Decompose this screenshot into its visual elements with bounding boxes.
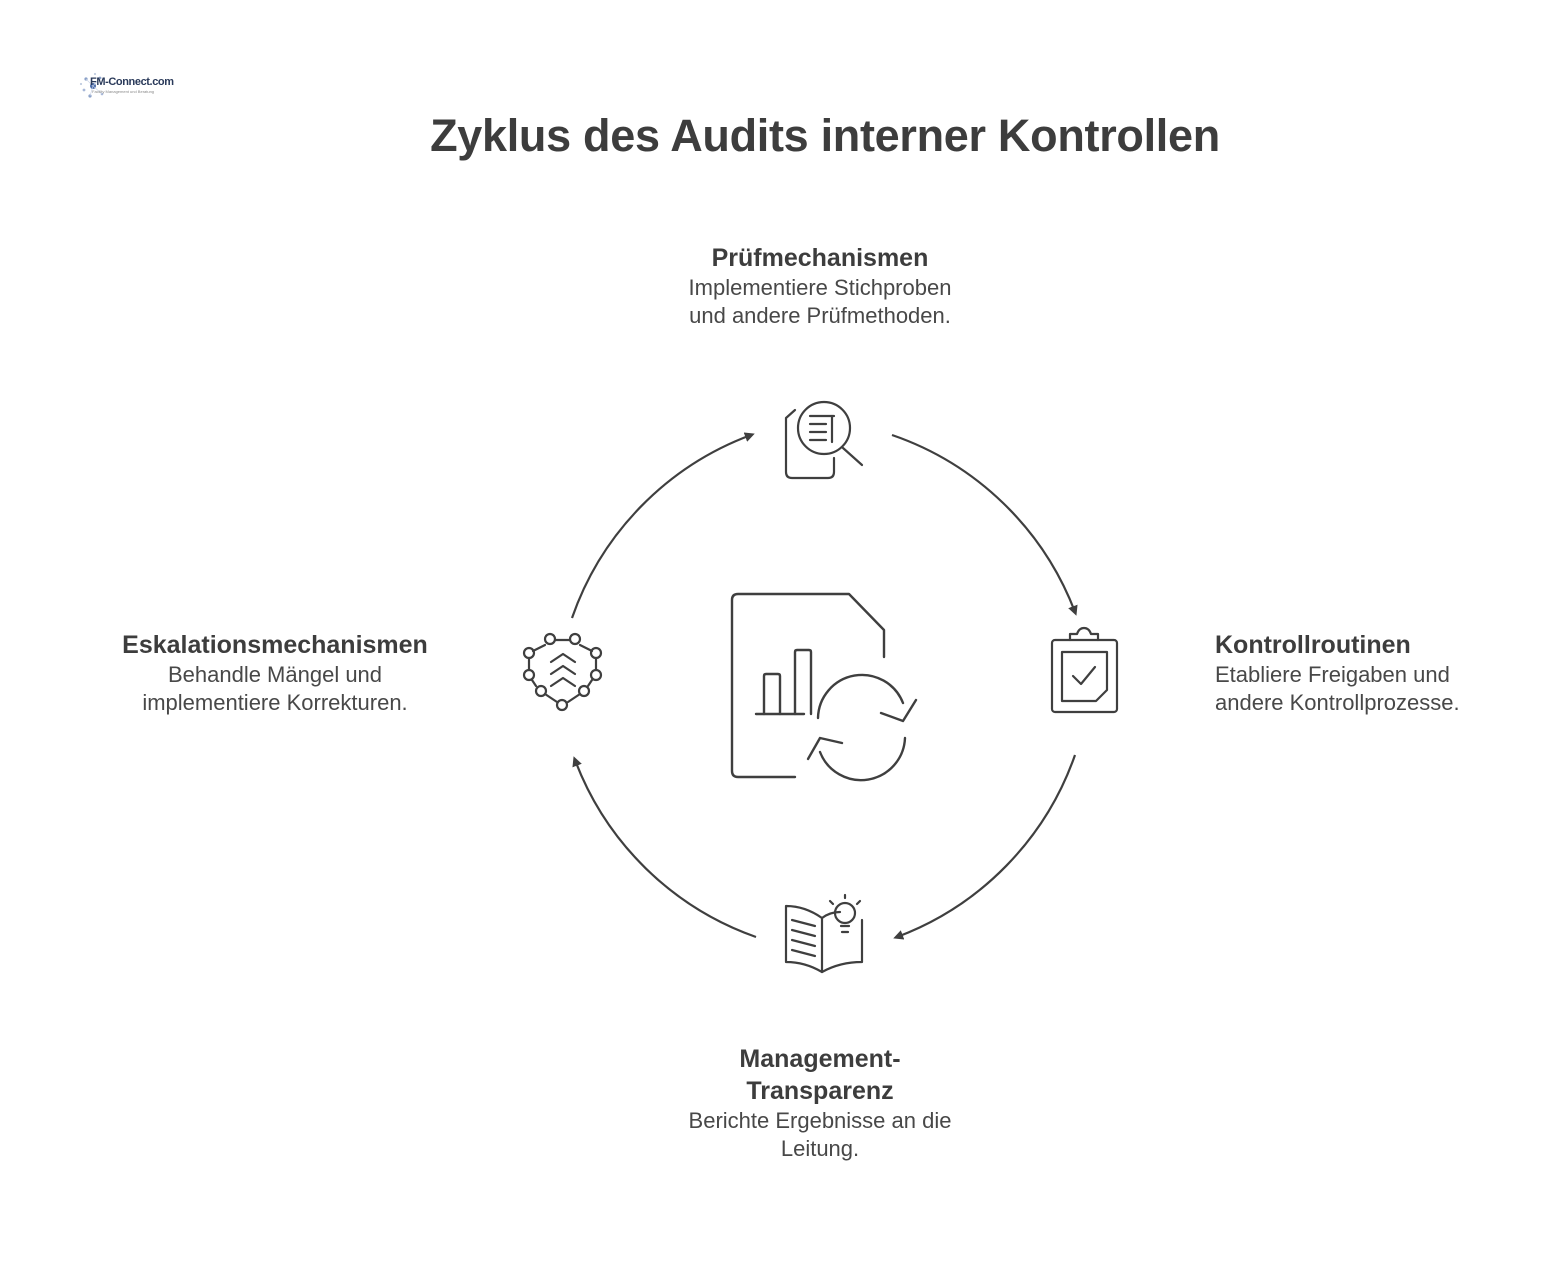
step-bottom-desc-line2: Leitung. xyxy=(780,1136,860,1161)
book-lightbulb-icon xyxy=(786,895,862,972)
page-title: Zyklus des Audits interner Kontrollen xyxy=(430,110,1220,161)
step-left-label xyxy=(100,629,450,717)
step-right-desc-line2: andere Kontrollprozesse. xyxy=(1215,690,1460,715)
step-left-title: Eskalationsmechanismen xyxy=(122,631,428,659)
arrow-left-to-top xyxy=(572,435,751,618)
step-bottom-title-line2: Transparenz xyxy=(746,1077,894,1105)
step-left-desc-line1: Behandle Mängel und xyxy=(167,662,383,687)
step-top-label xyxy=(640,242,1000,330)
logo-tagline: Facility Management und Beratung xyxy=(92,89,155,94)
step-bottom-desc-line1: Berichte Ergebnisse an die xyxy=(688,1108,952,1133)
clipboard-check-icon xyxy=(1052,628,1117,712)
logo-wordmark: FM-Connect.com xyxy=(90,76,174,88)
report-refresh-icon xyxy=(732,594,916,780)
document-search-icon xyxy=(786,402,862,478)
step-right-desc-line1: Etabliere Freigaben und xyxy=(1215,662,1450,687)
step-left-desc-line2: implementiere Korrekturen. xyxy=(142,690,408,715)
step-top-desc-line1: Implementiere Stichproben xyxy=(688,275,952,300)
escalation-network-icon xyxy=(524,634,601,710)
arrow-top-to-right xyxy=(892,435,1075,612)
step-right-label xyxy=(1215,629,1545,717)
arrow-bottom-to-left xyxy=(575,760,756,937)
step-top-desc-line2: und andere Prüfmethoden. xyxy=(689,303,951,328)
step-bottom-title-line1: Management- xyxy=(739,1045,901,1073)
step-bottom-label xyxy=(640,1043,1000,1163)
cycle-arrows xyxy=(572,435,1075,937)
arrow-right-to-bottom xyxy=(897,755,1075,937)
step-right-title: Kontrollroutinen xyxy=(1215,631,1411,659)
step-top-title: Prüfmechanismen xyxy=(711,244,929,272)
